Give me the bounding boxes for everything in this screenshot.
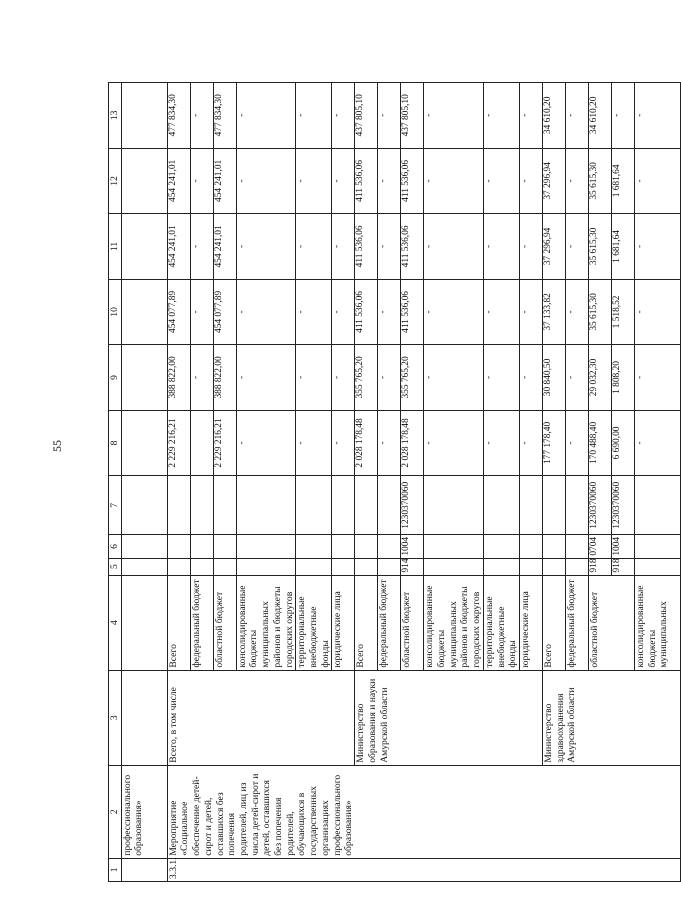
table-cell-value: 170 488,40 bbox=[588, 410, 611, 476]
column-number: 7 bbox=[109, 476, 122, 535]
table-cell-value: - bbox=[296, 345, 332, 411]
table-row bbox=[542, 83, 565, 882]
table-cell-value: 437 805,10 bbox=[355, 83, 378, 149]
column-number: 1 bbox=[109, 858, 122, 881]
table-cell-value: - bbox=[424, 214, 484, 280]
table-cell-value: - bbox=[565, 83, 588, 149]
group-ministry-health: Министерство здравоохранения Амурской области bbox=[542, 670, 680, 765]
table-cell-value: 388 822,00 bbox=[213, 345, 236, 411]
source-label: Всего bbox=[542, 575, 565, 670]
table-cell-value: 37 296,94 bbox=[542, 148, 565, 214]
column-number: 9 bbox=[109, 345, 122, 411]
table-cell-value: - bbox=[332, 410, 355, 476]
table-cell-value: - bbox=[236, 148, 296, 214]
table-cell-value: - bbox=[332, 345, 355, 411]
table-cell-value: 918 bbox=[611, 558, 634, 575]
table-cell-value: - bbox=[332, 83, 355, 149]
table-cell-value: 1230370060 bbox=[401, 476, 424, 535]
group-ministry-edu: Министерство образования и науки Амурской области bbox=[355, 670, 543, 765]
table-cell-value: - bbox=[296, 148, 332, 214]
table-cell-value: - bbox=[378, 83, 401, 149]
table-row bbox=[167, 83, 190, 882]
source-label: областной бюджет bbox=[588, 575, 634, 670]
table-cell-value: - bbox=[424, 148, 484, 214]
table-row bbox=[355, 83, 378, 882]
table-cell-value: - bbox=[424, 410, 484, 476]
table-cell-value: - bbox=[190, 148, 213, 214]
table-cell-value: - bbox=[236, 410, 296, 476]
table-cell-value: 37 296,94 bbox=[542, 214, 565, 280]
table-cell-value: 355 765,20 bbox=[355, 345, 378, 411]
column-number: 13 bbox=[109, 83, 122, 149]
table-cell-value: - bbox=[236, 279, 296, 345]
table-cell-value: 454 241,01 bbox=[167, 214, 190, 280]
table-cell-value: - bbox=[634, 410, 680, 476]
table-cell-value: 411 536,06 bbox=[401, 214, 424, 280]
table-cell-value: 35 615,30 bbox=[588, 148, 611, 214]
table-cell-value: 454 241,01 bbox=[213, 148, 236, 214]
table-cell-value: 2 028 178,48 bbox=[401, 410, 424, 476]
table-cell-value: - bbox=[519, 410, 542, 476]
source-label: юридические лица bbox=[332, 575, 355, 670]
table-cell-value: - bbox=[296, 279, 332, 345]
table-cell-value: - bbox=[519, 83, 542, 149]
table-cell-value: - bbox=[483, 279, 519, 345]
source-label: федеральный бюджет bbox=[378, 575, 401, 670]
budget-table bbox=[108, 82, 681, 882]
table-cell-value: 411 536,06 bbox=[355, 279, 378, 345]
table-cell-value: 6 690,00 bbox=[611, 410, 634, 476]
table-cell-value: - bbox=[190, 345, 213, 411]
table-cell-value: 411 536,06 bbox=[401, 279, 424, 345]
column-number: 6 bbox=[109, 535, 122, 558]
column-number: 8 bbox=[109, 410, 122, 476]
table-cell-value: - bbox=[634, 83, 680, 149]
table-cell-value: 34 610,20 bbox=[588, 83, 611, 149]
table-cell-value: - bbox=[424, 83, 484, 149]
measure-code: 3.3.1. bbox=[167, 858, 680, 881]
source-label: территориальные внебюджетные фонды bbox=[296, 575, 332, 670]
table-cell-value: 0704 bbox=[588, 535, 611, 558]
table-cell-value: - bbox=[190, 214, 213, 280]
rotated-table-container bbox=[108, 82, 670, 882]
source-label: консолидированные бюджеты муниципальных районов и бюджеты городских округов bbox=[236, 575, 296, 670]
table-cell-value: 35 615,30 bbox=[588, 279, 611, 345]
column-number: 12 bbox=[109, 148, 122, 214]
table-cell-value: - bbox=[565, 214, 588, 280]
table-cell-value: 1 681,64 bbox=[611, 214, 634, 280]
table-cell-value: - bbox=[332, 148, 355, 214]
table-cell-value: 1230370060 bbox=[611, 476, 634, 535]
table-cell-value: - bbox=[483, 410, 519, 476]
page-number: 55 bbox=[50, 440, 64, 452]
table-cell-value: 2 229 216,21 bbox=[167, 410, 190, 476]
table-cell-value: 411 536,06 bbox=[401, 148, 424, 214]
column-number: 11 bbox=[109, 214, 122, 280]
table-cell-value: - bbox=[296, 214, 332, 280]
source-label: федеральный бюджет bbox=[565, 575, 588, 670]
table-cell-value: 30 840,50 bbox=[542, 345, 565, 411]
table-cell-value: - bbox=[378, 410, 401, 476]
table-cell-value: 1 518,52 bbox=[611, 279, 634, 345]
table-cell-value: - bbox=[519, 345, 542, 411]
table-cell-value: - bbox=[332, 279, 355, 345]
table-cell-value: 1004 bbox=[611, 535, 634, 558]
source-label: юридические лица bbox=[519, 575, 542, 670]
table-cell-value: 454 077,89 bbox=[167, 279, 190, 345]
column-number: 2 bbox=[109, 765, 122, 858]
table-cell-value: - bbox=[296, 83, 332, 149]
table-cell-value: 355 765,20 bbox=[401, 345, 424, 411]
table-cell-value: 477 834,30 bbox=[167, 83, 190, 149]
column-number: 5 bbox=[109, 558, 122, 575]
table-cell-value: - bbox=[378, 214, 401, 280]
table-cell-value: 454 077,89 bbox=[213, 279, 236, 345]
table-cell-value: - bbox=[236, 83, 296, 149]
table-cell-value: 1 681,64 bbox=[611, 148, 634, 214]
table-cell-value: 411 536,06 bbox=[355, 148, 378, 214]
table-cell-value: - bbox=[483, 148, 519, 214]
table-cell-value: 1 808,20 bbox=[611, 345, 634, 411]
table-cell-value: - bbox=[378, 345, 401, 411]
table-cell-value: - bbox=[424, 345, 484, 411]
table-cell-value: 388 822,00 bbox=[167, 345, 190, 411]
source-label: федеральный бюджет bbox=[190, 575, 213, 670]
table-cell-value: - bbox=[634, 148, 680, 214]
table-cell-value: 454 241,01 bbox=[167, 148, 190, 214]
source-label: территориальные внебюджетные фонды bbox=[483, 575, 519, 670]
source-label: консолидированные бюджеты муниципальных районов и бюджеты городских округов bbox=[424, 575, 484, 670]
table-cell-value: - bbox=[483, 345, 519, 411]
table-cell-value: 37 133,82 bbox=[542, 279, 565, 345]
table-cell-value: 34 610,20 bbox=[542, 83, 565, 149]
table-cell-value: 29 032,30 bbox=[588, 345, 611, 411]
table-cell-value: 2 229 216,21 bbox=[213, 410, 236, 476]
continuation-text: профессионального образования» bbox=[121, 765, 167, 858]
table-cell-value: - bbox=[296, 410, 332, 476]
table-cell-value: 177 178,40 bbox=[542, 410, 565, 476]
table-cell-value: 2 028 178,48 bbox=[355, 410, 378, 476]
source-label: Всего bbox=[355, 575, 378, 670]
column-number: 10 bbox=[109, 279, 122, 345]
table-cell-value: 437 805,10 bbox=[401, 83, 424, 149]
table-cell-value: 454 241,01 bbox=[213, 214, 236, 280]
table-cell-value: - bbox=[634, 345, 680, 411]
table-cell-value: - bbox=[190, 279, 213, 345]
table-cell-value: - bbox=[378, 148, 401, 214]
table-cell-value: - bbox=[378, 279, 401, 345]
measure-name: Мероприятие «Социальное обеспечение детей-сирот и детей, оставшихся без попечения родителей, лиц из числа детей-сирот и детей, оставшихся без попечения родителей, обучающихся в государственных организациях профессионального образования» bbox=[167, 765, 378, 858]
source-label: консолидированные бюджеты муниципальных bbox=[634, 575, 680, 670]
table-cell-value: - bbox=[565, 410, 588, 476]
table-cell-value: 411 536,06 bbox=[355, 214, 378, 280]
table-cell-value: - bbox=[483, 83, 519, 149]
table-cell-value: - bbox=[565, 148, 588, 214]
continuation-row bbox=[121, 83, 167, 882]
column-numbers-row bbox=[109, 83, 122, 882]
source-label: Всего bbox=[167, 575, 190, 670]
column-number: 3 bbox=[109, 670, 122, 765]
table-cell-value: - bbox=[519, 148, 542, 214]
table-cell-value: - bbox=[565, 279, 588, 345]
table-cell-value: - bbox=[236, 345, 296, 411]
table-cell-value: - bbox=[519, 214, 542, 280]
column-number: 4 bbox=[109, 575, 122, 670]
table-cell-value: 1230370060 bbox=[588, 476, 611, 535]
table-cell-value: - bbox=[236, 214, 296, 280]
table-cell-value: 1004 bbox=[401, 535, 424, 558]
table-cell-value: 477 834,30 bbox=[213, 83, 236, 149]
table-cell-value: - bbox=[519, 279, 542, 345]
table-cell-value: - bbox=[565, 345, 588, 411]
source-label: областной бюджет bbox=[213, 575, 236, 670]
table-cell-value: - bbox=[634, 214, 680, 280]
table-cell-value: 35 615,30 bbox=[588, 214, 611, 280]
table-cell-value: 918 bbox=[588, 558, 611, 575]
group-total: Всего, в том числе bbox=[167, 670, 355, 765]
table-cell-value: - bbox=[424, 279, 484, 345]
table-cell-value: - bbox=[332, 214, 355, 280]
table-cell-value: - bbox=[634, 279, 680, 345]
table-cell-value: - bbox=[483, 214, 519, 280]
table-cell-value: - bbox=[190, 83, 213, 149]
source-label: областной бюджет bbox=[401, 575, 424, 670]
table-cell-value: 914 bbox=[401, 558, 424, 575]
table-cell-value: - bbox=[611, 83, 634, 149]
